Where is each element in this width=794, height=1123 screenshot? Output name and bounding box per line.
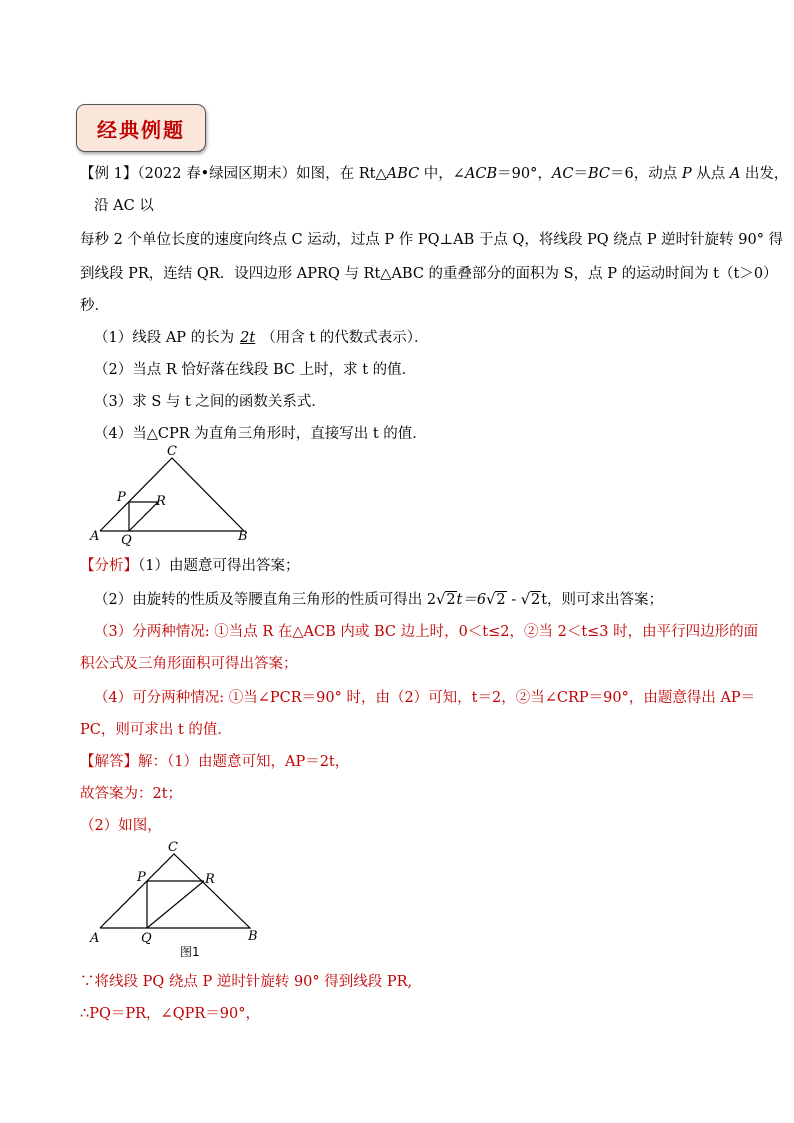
figure-caption: 图1 <box>180 945 200 959</box>
label-a: A <box>90 931 100 946</box>
problem-text: ＝6，动点 <box>609 166 682 182</box>
problem-line-4: 到线段 PR，连结 QR．设四边形 APRQ 与 Rt△ABC 的重叠部分的面积为 S，点 P 的运动时间为 t（t＞0） <box>80 266 778 282</box>
problem-var: BC <box>587 166 610 182</box>
label-a: A <box>90 529 100 544</box>
solution-line-2: 故答案为：2t； <box>80 786 183 802</box>
label-b: B <box>248 929 258 944</box>
analysis-tag: 【分析】 <box>80 558 138 574</box>
analysis-math: t＝6 <box>456 592 487 608</box>
analysis-text: t，则可求出答案； <box>541 592 664 608</box>
problem-line-3: 每秒 2 个单位长度的速度向终点 C 运动，过点 P 作 PQ⊥AB 于点 Q，将线段 PQ 绕点 P 逆时针旋转 90° 得 <box>80 232 784 248</box>
problem-var: ACB <box>464 166 498 182</box>
problem-var: A <box>729 166 741 182</box>
problem-text: 如图，在 Rt△ <box>296 166 387 182</box>
question-1-answer: 2t <box>240 330 256 346</box>
label-c: C <box>167 444 177 459</box>
sqrt-symbol: √2 <box>436 592 456 608</box>
radicand: 2 <box>496 592 506 608</box>
problem-var: AC <box>551 166 574 182</box>
segment-qr <box>129 502 158 531</box>
radicand: 2 <box>446 592 456 608</box>
analysis-text: - <box>506 592 521 608</box>
solution-line-3: （2）如图， <box>80 818 162 834</box>
problem-var: ABC <box>386 166 420 182</box>
problem-text: 出发， <box>740 166 789 182</box>
solution-text: 解：（1）由题意可知，AP＝2t， <box>138 754 350 770</box>
segment-qr <box>147 881 204 928</box>
solution-line-4: ∵将线段 PQ 绕点 P 逆时针旋转 90° 得到线段 PR, <box>80 974 413 990</box>
question-1-text-end: （用含 t 的代数式表示）． <box>261 330 429 346</box>
solution-tag: 【解答】 <box>80 754 138 770</box>
question-3: （3）求 S 与 t 之间的函数关系式． <box>94 394 326 410</box>
radicand: 2 <box>530 592 541 608</box>
label-p: P <box>137 870 146 885</box>
question-4: （4）当△CPR 为直角三角形时，直接写出 t 的值． <box>94 426 427 442</box>
problem-source: （2022 春•绿园区期末） <box>137 166 297 182</box>
figure-1 <box>84 442 264 546</box>
problem-line-2: 沿 AC 以 <box>94 198 154 214</box>
label-q: Q <box>121 533 132 546</box>
problem-text: ＝90°， <box>497 166 552 182</box>
analysis-line-5: （4）可分两种情况: ①当∠PCR＝90° 时，由（2）可知，t＝2，②当∠CRP＝90°，由题意得出 AP＝ <box>94 690 756 706</box>
problem-text: 从点 <box>691 166 730 182</box>
label-b: B <box>238 529 248 544</box>
label-r: R <box>205 872 215 887</box>
problem-label: 【例 1】 <box>80 166 138 182</box>
problem-text: ＝ <box>573 166 588 182</box>
solution-line-5: ∴PQ＝PR，∠QPR＝90°， <box>80 1006 260 1022</box>
question-2: （2）当点 R 恰好落在线段 BC 上时，求 t 的值． <box>94 362 417 378</box>
analysis-text: （1）由题意可得出答案； <box>138 558 300 574</box>
problem-var: P <box>681 166 692 182</box>
triangle-abc <box>100 854 250 928</box>
analysis-line-4: 积公式及三角形面积可得出答案； <box>80 656 298 672</box>
solution-line-1 <box>80 752 349 772</box>
section-title: 经典例题 <box>97 117 185 142</box>
section-banner <box>76 104 206 152</box>
analysis-line-6: PC，则可求出 t 的值． <box>80 722 232 738</box>
sqrt-symbol: √2 <box>520 592 541 608</box>
analysis-line-3: （3）分两种情况: ①当点 R 在△ACB 内或 BC 边上时，0＜t≤2，②当 2＜t≤3 时，由平行四边形的面 <box>94 624 759 640</box>
label-q: Q <box>141 931 152 946</box>
figure-2 <box>86 836 276 962</box>
problem-line-1 <box>80 164 788 184</box>
problem-text: 中，∠ <box>419 166 465 182</box>
analysis-line-2 <box>94 590 663 610</box>
question-1 <box>94 328 429 348</box>
label-r: R <box>156 494 166 509</box>
analysis-text: （2）由旋转的性质及等腰直角三角形的性质可得出 2 <box>94 592 437 608</box>
analysis-line-1 <box>80 556 299 576</box>
label-c: C <box>168 840 178 855</box>
problem-line-5: 秒． <box>80 298 109 314</box>
question-1-text: （1）线段 AP 的长为 <box>94 330 235 346</box>
label-p: P <box>117 490 126 505</box>
sqrt-symbol: √2 <box>486 592 506 608</box>
